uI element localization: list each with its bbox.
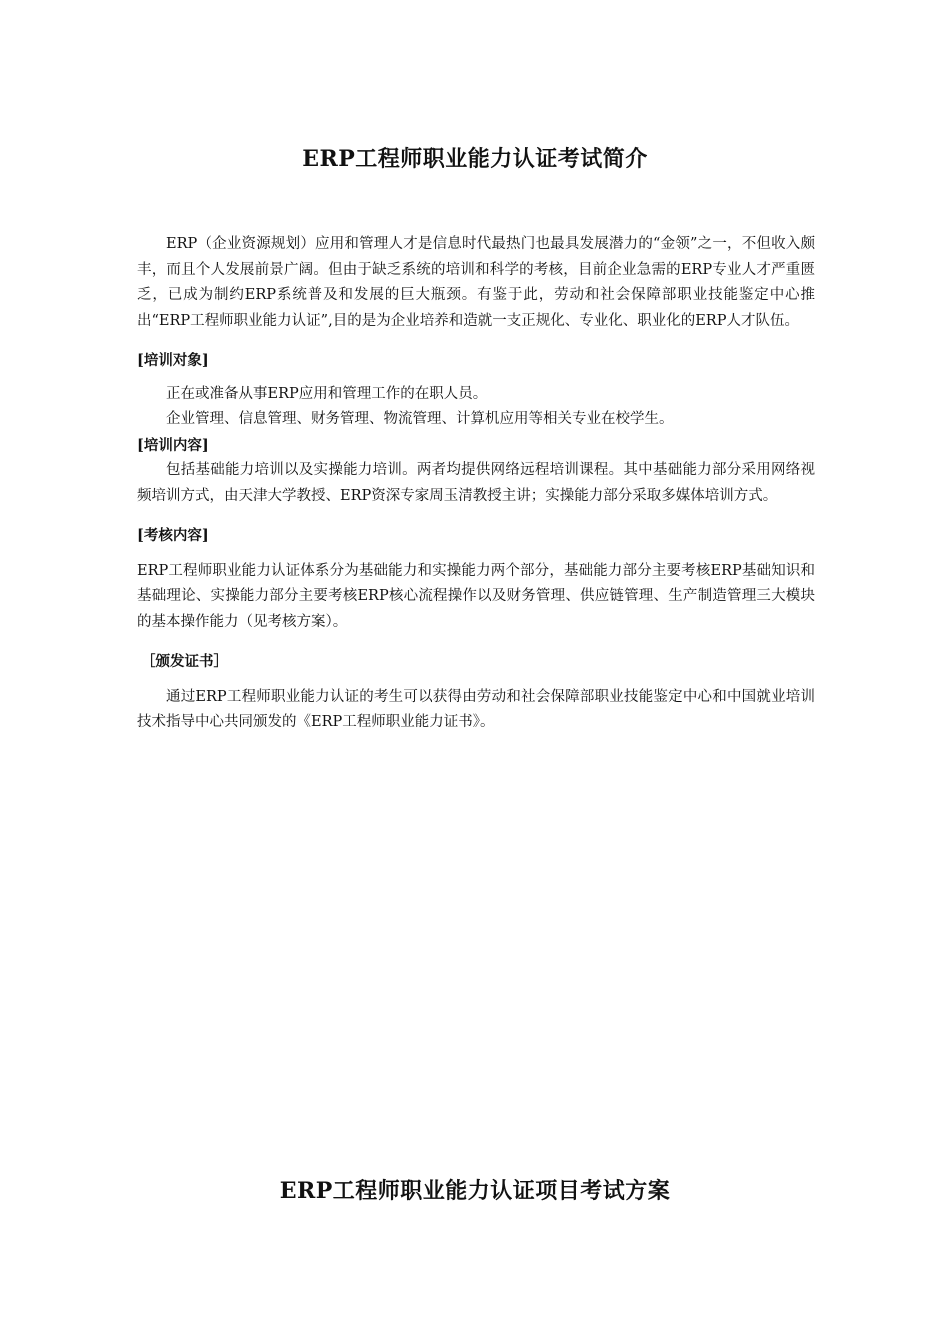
training-target-paragraph-1: 正在或准备从事ERP应用和管理工作的在职人员。 — [166, 385, 488, 402]
intro-paragraph: ERP（企业资源规划）应用和管理人才是信息时代最热门也最具发展潜力的“金领”之一，不但收入颇丰，而且个人发展前景广阔。但由于缺乏系统的培训和科学的考核，目前企业急需的ERP专业人才严重匮乏，已成为制约ERP系统普及和发展的巨大瓶颈。有鉴于此，劳动和社会保障部职业技能鉴定中心推出“ERP工程师职业能力认证”,目的是为企业培养和造就一支正规化、专业化、职业化的ERP人才队伍。 — [137, 236, 815, 329]
section-heading-certificate: ［颁发证书］ — [141, 653, 228, 670]
section-heading-training-target: [培训对象] — [137, 352, 209, 369]
section-heading-training-content: [培训内容] — [137, 436, 209, 454]
training-content-paragraph: 包括基础能力培训以及实操能力培训。两者均提供网络远程培训课程。其中基础能力部分采用网络视频培训方式，由天津大学教授、ERP资深专家周玉清教授主讲；实操能力部分采取多媒体培训方式。 — [137, 462, 815, 504]
assessment-content-paragraph: ERP工程师职业能力认证体系分为基础能力和实操能力两个部分，基础能力部分主要考核ERP基础知识和基础理论、实操能力部分主要考核ERP核心流程操作以及财务管理、供应链管理、生产制造管理三大模块的基本操作能力（见考核方案）。 — [137, 562, 815, 630]
training-target-paragraph-2: 企业管理、信息管理、财务管理、物流管理、计算机应用等相关专业在校学生。 — [166, 411, 674, 427]
document-title: ERP工程师职业能力认证考试简介 — [302, 146, 648, 172]
document-body — [137, 232, 815, 736]
section-heading-assessment-content: [考核内容] — [137, 527, 209, 544]
certificate-paragraph: 通过ERP工程师职业能力认证的考生可以获得由劳动和社会保障部职业技能鉴定中心和中国就业培训技术指导中心共同颁发的《ERP工程师职业能力证书》。 — [137, 688, 815, 730]
next-section-title: ERP工程师职业能力认证项目考试方案 — [279, 1178, 671, 1204]
